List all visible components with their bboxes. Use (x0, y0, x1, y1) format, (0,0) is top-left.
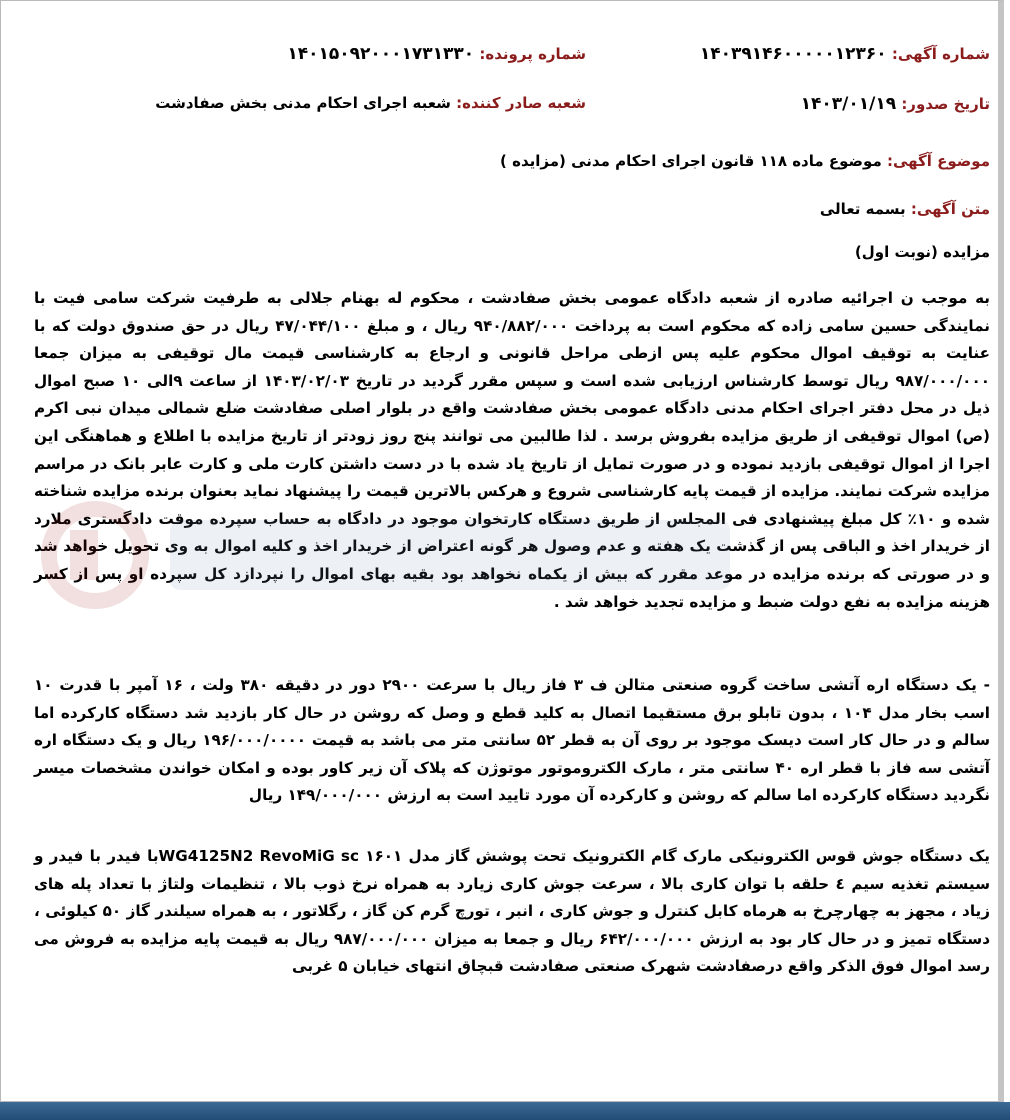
issue-date-label: تاریخ صدور: (901, 95, 990, 113)
issuer-value: شعبه اجرای احکام مدنی بخش صفادشت (155, 94, 451, 112)
case-number-value: ۱۴۰۱۵۰۹۲۰۰۰۱۷۳۱۳۳۰ (287, 44, 475, 64)
subject (500, 152, 990, 170)
bottom-bar (0, 1102, 1010, 1120)
body-heading (820, 200, 990, 218)
ad-number-label: شماره آگهی: (891, 45, 990, 63)
body-label: متن آگهی: (910, 200, 990, 218)
subject-value: موضوع ماده ۱۱۸ قانون اجرای احکام مدنی (مزایده ) (500, 152, 882, 170)
paragraph-welding-item: یک دستگاه جوش قوس الکترونیکی مارک گام الکترونیک تحت پوشش گاز مدل ۱۶۰۱ WG4125N2 RevoMiG scبا فیدر با فیدر و سیستم تغذیه سیم ٤ حلقه با توان کاری بالا ، سرعت جوش کاری زیارد به همراه نرخ ذوب بالا ، تنظیمات ولتاژ با تعداد پله های زیاد ، مجهز به چهارچرخ به هرماه کابل کنترل و جوش کاری ، انبر ، تورچ گرم کن گاز ، رگلاتور ، به همراه سیلندر گاز ۵۰ کیلوئی ، دستگاه تمیز و در حال کار بود به ارزش ۶۴۲/۰۰۰/۰۰۰ ریال و جمعا به میزان ۹۸۷/۰۰۰/۰۰۰ ریال به قیمت پایه مزایده به فروش می رسد اموال فوق الذکر واقع درصفادشت شهرک صنعتی صفادشت قبچاق انتهای خیابان ۵ غربی (34, 847, 991, 976)
issue-date (801, 94, 990, 114)
paragraph-auction-terms: به موجب ن اجرائیه صادره از شعبه دادگاه عمومی بخش صفادشت ، محکوم له بهنام جلالی به طرفیت شرکت سامی فیت با نمایندگی حسین سامی زاده که محکوم است به پرداخت ۹۴۰/۸۸۲/۰۰۰ ریال ، و مبلغ ۴۷/۰۴۴/۱۰۰ ریال در حق صندوق دولت که با عنایت به توقیف اموال محکوم علیه پس ازطی مراحل قانونی و ارجاع به کارشناسی قیمت مال توقیفی به میزان جمعا ۹۸۷/۰۰۰/۰۰۰ ریال توسط کارشناس ارزیابی شده است و سپس مقرر گردید در تاریخ ۱۴۰۳/۰۲/۰۳ از ساعت ۹الی ۱۰ صبح اموال ذیل در محل دفتر اجرای احکام مدنی دادگاه عمومی بخش صفادشت واقع در بلوار اصلی صفادشت ضلع شمالی میدان نبی اکرم (ص) اموال توقیفی از طریق مزایده بفروش برسد . لذا طالبین می توانند پنج روز زودتر از تاریخ مزایده با اطلاع و هماهنگی این اجرا از اموال توقیفی بازدید نموده و در صورت تمایل از تاریخ یاد شده با در دست داشتن کارت ملی و کارت عابر بانک در مراسم مزایده شرکت نمایند. مزایده از قیمت پایه کارشناسی شروع و هرکس بالاترین قیمت را پیشنهاد نماید بعنوان برنده مزایده شناخته شده و ۱۰٪ کل مبلغ پیشنهادی فی المجلس از طریق دستگاه کارتخوان موجود در دادگاه به حساب سپرده موقت دادگستری ملارد از خریدار اخذ و الباقی پس از گذشت یک هفته و عدم وصول هر گونه اعتراض از خریدار اخذ و کلیه اموال به وی تحویل خواهد شد و در صورتی که برنده مزایده در موعد مقرر که بیش از یکماه نخواهد بود بقیه بهای اموال را نپردازد کل سپرده او پس از کسر هزینه مزایده به نفع دولت ضبط و مزایده تجدید خواهد شد . (34, 289, 990, 611)
ad-number (700, 44, 990, 64)
auction-heading: مزایده (نوبت اول) (854, 243, 990, 261)
issuer (155, 94, 586, 112)
issue-date-value: ۱۴۰۳/۰۱/۱۹ (800, 94, 897, 114)
case-number-label: شماره پرونده: (479, 45, 586, 63)
paragraph-saw-items: - یک دستگاه اره آتشی ساخت گروه صنعتی متالن ف ۳ فاز ریال با سرعت ۲۹۰۰ دور در دقیقه ۳۸۰ ولت ، ۱۶ آمپر با قدرت ۱۰ اسب بخار مدل ۱۰۴ ، بدون تابلو برق مستقیما اتصال به کلید قطع و وصل که روشن در حال کار بازدید شد دستگاه کارکرده اما سالم و در حال کار است دیسک موجود بر روی آن به قطر ۵۲ سانتی متر می باشد به قیمت ۱۹۶/۰۰۰/۰۰۰۰ ریال و یک دستگاه اره آتشی سه فاز با قطر اره ۴۰ سانتی متر ، مارک الکتروموتور موتوژن که پلاک آن زیر کاور بوده و امکان خواندن مشخصات میسر نگردید دستگاه کارکرده اما سالم که روشن و کارکرده آن مورد تایید است به ارزش ۱۴۹/۰۰۰/۰۰۰ ریال (34, 676, 991, 805)
greeting: بسمه تعالی (819, 200, 906, 218)
case-number (287, 44, 586, 64)
notice-content (34, 0, 990, 1100)
subject-label: موضوع آگهی: (886, 152, 990, 170)
issuer-label: شعبه صادر کننده: (456, 94, 586, 112)
ad-number-value: ۱۴۰۳۹۱۴۶۰۰۰۰۰۱۲۳۶۰ (699, 44, 887, 64)
